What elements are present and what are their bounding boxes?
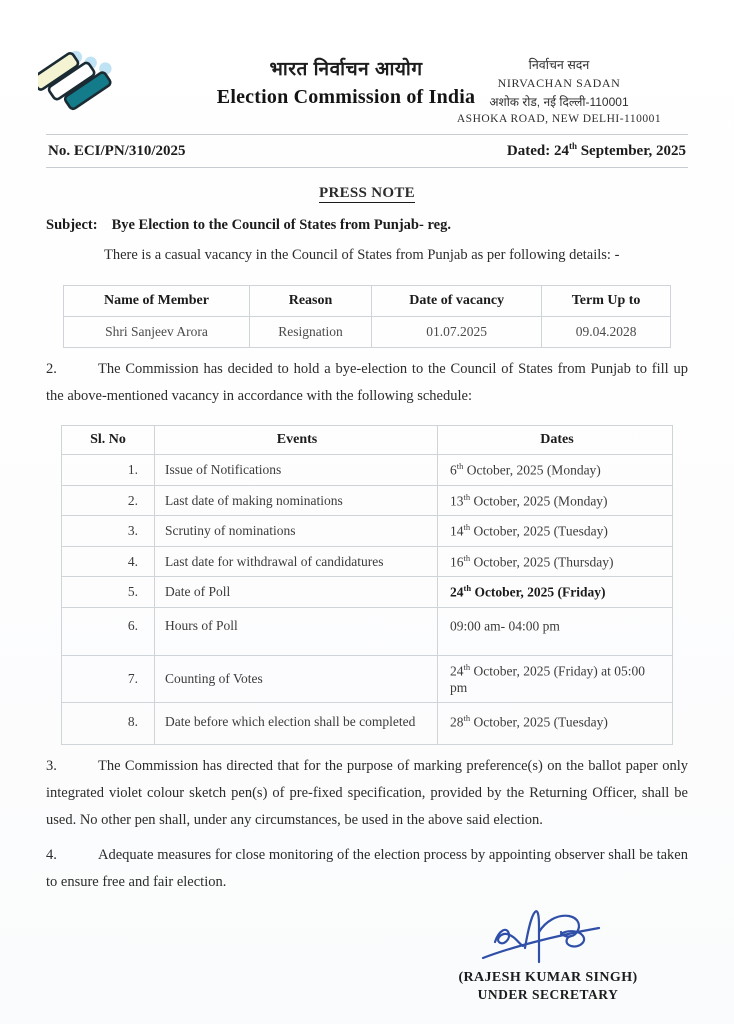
cell-date-number: 28 [450,714,464,730]
paragraph-4-text: Adequate measures for close monitoring of the election process by appointing observer shall be taken to ensure free and fair election. [46,846,688,890]
page-title-text: PRESS NOTE [319,185,415,201]
col-dates: Dates [438,426,673,455]
table-row [62,485,673,516]
cell-date [438,607,673,656]
table-row [62,656,673,703]
cell-date-ordinal-suffix: th [463,552,471,563]
cell-date-rest: October, 2025 (Friday) [471,584,606,600]
address-line-hindi-2: अशोक रोड, नई दिल्ली-110001 [489,94,629,109]
vacancy-details-table [63,285,671,348]
cell-term-up-to: 09.04.2028 [542,316,671,347]
cell-reason: Resignation [249,316,371,347]
cell-event: Last date of making nominations [155,485,438,516]
subject-text: Bye Election to the Council of States from Punjab- reg. [111,217,451,233]
address-line-english-1: NIRVACHAN SADAN [497,76,621,91]
col-events: Events [155,426,438,455]
date-ordinal-suffix: th [568,141,577,151]
cell-event: Issue of Notifications [155,455,438,486]
cell-serial-number: 4. [62,546,155,577]
table-row [64,316,671,347]
cell-date-of-vacancy: 01.07.2025 [372,316,542,347]
paragraph-2-number: 2. [46,360,57,377]
paragraph-1 [46,242,688,269]
cell-date [438,455,673,486]
date-label: Dated: 24 [506,143,569,159]
col-term-up-to: Term Up to [542,285,671,316]
table-row [62,546,673,577]
cell-serial-number: 1. [62,455,155,486]
office-address [434,56,684,128]
cell-serial-number: 7. [62,656,155,703]
cell-date-ordinal-suffix: th [456,461,464,472]
signature-block [46,906,688,1006]
col-serial-number: Sl. No [62,426,155,455]
org-name-hindi: भारत निर्वाचन आयोग [269,59,423,80]
cell-date [438,485,673,516]
cell-event: Counting of Votes [155,656,438,703]
cell-serial-number: 8. [62,702,155,745]
cell-date-ordinal-suffix: th [463,491,471,502]
cell-date-rest: October, 2025 (Tuesday) [470,523,608,539]
cell-serial-number: 6. [62,607,155,656]
paragraph-4 [46,842,688,896]
cell-date-rest: October, 2025 (Monday) [470,493,608,509]
paragraph-2-text: The Commission has decided to hold a bye-election to the Council of States from Punjab to fill up the above-mentioned vacancy in accordance with the following schedule: [46,360,688,404]
cell-date-ordinal-suffix: th [463,712,471,723]
cell-event: Scrutiny of nominations [155,516,438,547]
election-schedule-table [61,425,673,745]
cell-member-name: Shri Sanjeev Arora [64,316,250,347]
reference-number: No. ECI/PN/310/2025 [48,143,186,159]
page-title [46,185,688,202]
cell-date-rest: October, 2025 (Tuesday) [470,714,608,730]
document-date [507,141,686,160]
cell-date-number: 13 [450,493,464,509]
cell-date-number: 24 [450,584,464,600]
cell-date-number: 14 [450,523,464,539]
cell-date [438,702,673,745]
cell-serial-number: 5. [62,577,155,608]
cell-event: Date of Poll [155,577,438,608]
table-row [62,577,673,608]
cell-date-number: 24 [450,663,464,679]
cell-date-number: 6 [450,462,457,478]
table-row [62,516,673,547]
cell-date [438,577,673,608]
table-header-row [64,285,671,316]
col-date-of-vacancy: Date of vacancy [372,285,542,316]
cell-serial-number: 3. [62,516,155,547]
signatory-designation: UNDER SECRETARY [477,986,619,1002]
paragraph-3-text: The Commission has directed that for the purpose of marking preference(s) on the ballot paper only integrated violet colour sketch pen(s) of pre-fixed specification, provided by the Returning Officer, shall be used. No other pen shall, under any circumstances, be used in the above said election. [46,758,688,829]
document-header [46,0,688,134]
cell-date-number: 16 [450,554,464,570]
table-header-row [62,426,673,455]
cell-date-rest: October, 2025 (Monday) [463,462,601,478]
reference-line [46,135,688,167]
cell-date-rest: October, 2025 (Friday) at 05:00 pm [450,663,646,695]
table-row [62,702,673,745]
col-name-of-member: Name of Member [64,285,250,316]
address-line-hindi-1: निर्वाचन सदन [528,58,590,72]
cell-event: Hours of Poll [155,607,438,656]
table-row [62,455,673,486]
subject-label: Subject: [46,217,98,233]
cell-date [438,516,673,547]
handwritten-signature-icon [453,906,643,968]
cell-event: Last date for withdrawal of candidatures [155,546,438,577]
paragraph-3-number: 3. [46,758,57,775]
signatory-name: (RAJESH KUMAR SINGH) [458,969,638,985]
cell-date-ordinal-suffix: th [463,662,471,673]
cell-date [438,656,673,703]
cell-event: Date before which election shall be completed [155,702,438,745]
schedule-table-body [62,455,673,745]
col-reason: Reason [249,285,371,316]
cell-serial-number: 2. [62,485,155,516]
cell-date-rest: October, 2025 (Thursday) [470,554,614,570]
table-row [62,607,673,656]
cell-date-rest: 09:00 am- 04:00 pm [450,618,560,634]
cell-date [438,546,673,577]
paragraph-4-number: 4. [46,846,57,863]
eci-logo-icon [38,50,118,124]
cell-date-ordinal-suffix: th [463,522,471,533]
subject-line [46,217,688,234]
paragraph-2 [46,356,688,410]
header-divider-bottom [46,167,688,168]
org-name-english: Election Commission of India [216,85,476,108]
date-rest: September, 2025 [576,143,686,159]
paragraph-3 [46,753,688,833]
address-line-english-2: ASHOKA ROAD, NEW DELHI-110001 [456,112,662,125]
cell-date-ordinal-suffix: th [463,583,472,594]
paragraph-1-text: There is a casual vacancy in the Council of States from Punjab as per following details: - [104,247,620,263]
